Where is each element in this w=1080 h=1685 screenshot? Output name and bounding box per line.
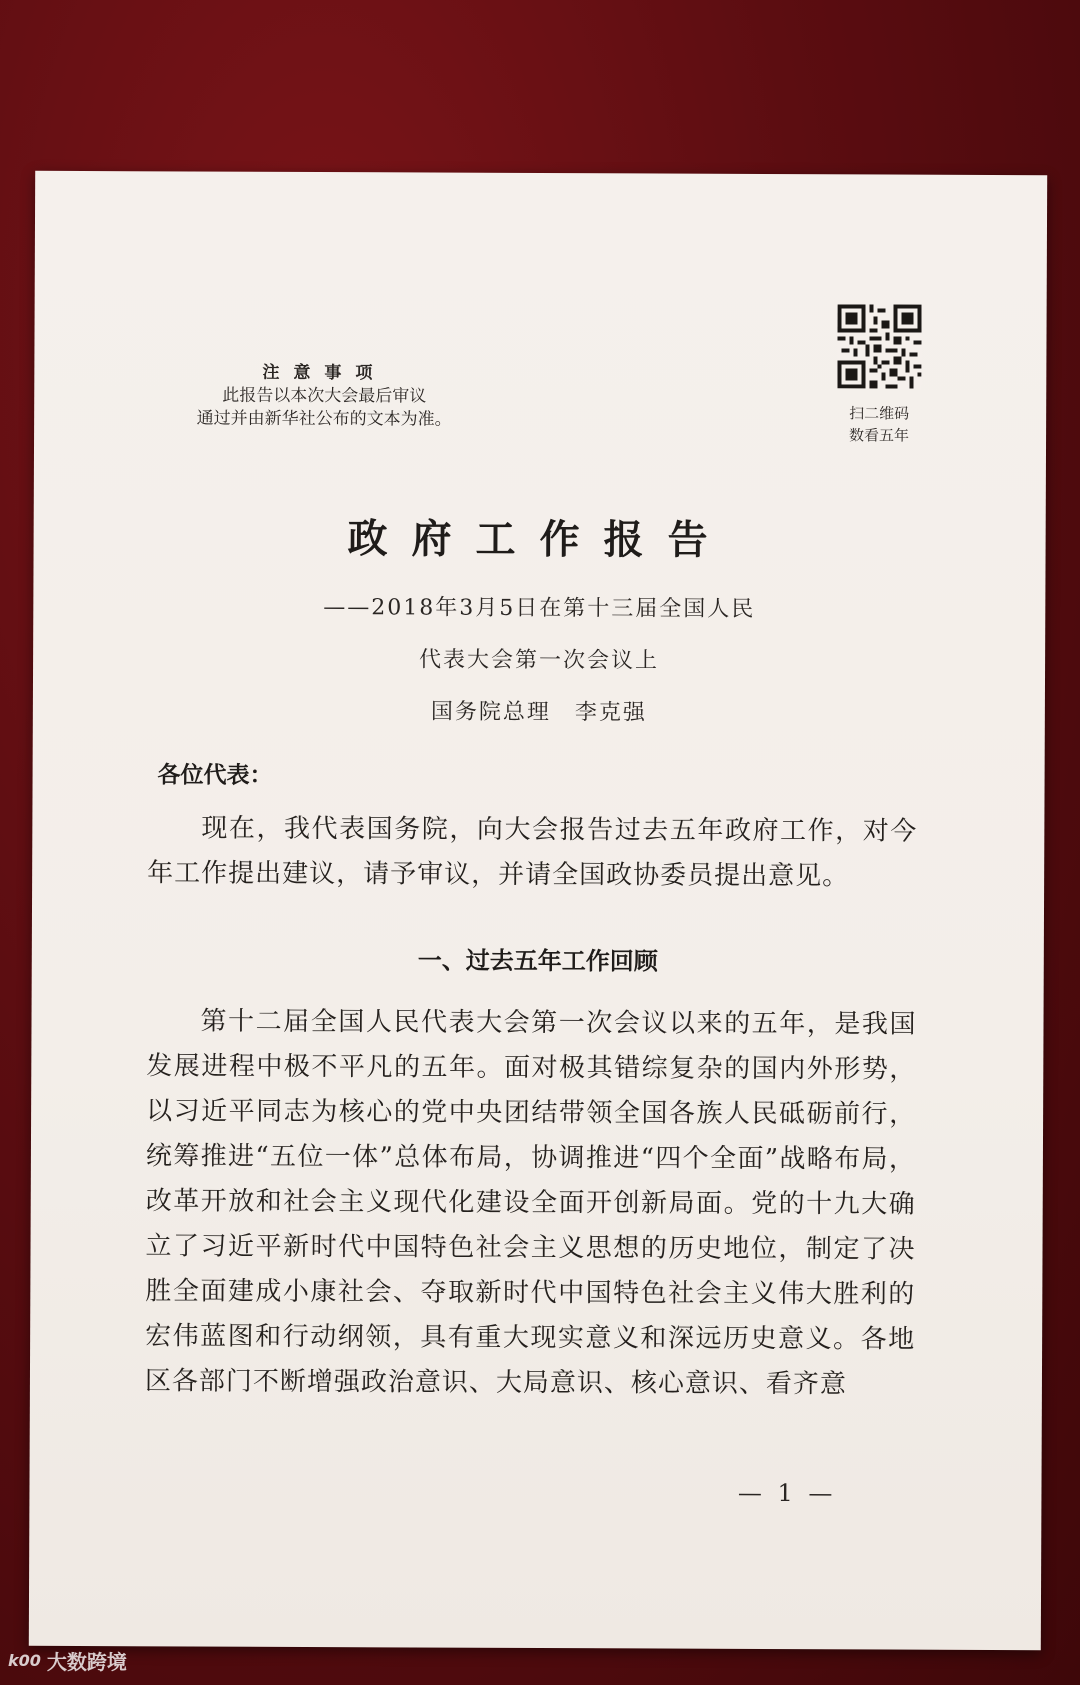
qr-caption-2: 数看五年 bbox=[849, 426, 910, 445]
notice-title: 注意事项 bbox=[262, 362, 387, 384]
qr-block bbox=[824, 304, 935, 446]
salutation: 各位代表： bbox=[157, 762, 273, 789]
document-subtitle-2: 代表大会第一次会议上 bbox=[419, 647, 660, 674]
notice-block bbox=[154, 361, 494, 431]
qr-caption-1: 扫二维码 bbox=[849, 404, 910, 423]
notice-line-1: 此报告以本次大会最后审议 bbox=[222, 385, 427, 407]
qr-code-icon[interactable] bbox=[837, 304, 921, 388]
notice-line-2: 通过并由新华社公布的文本为准。 bbox=[196, 408, 452, 430]
body-paragraph: 第十二届全国人民代表大会第一次会议以来的五年，是我国发展进程中极不平凡的五年。面对极其错综复杂的国内外形势，以习近平同志为核心的党中央团结带领全国各族人民砥砺前行，统筹推进“五位一体”总体布局，协调推进“四个全面”战略布局，改革开放和社会主义现代化建设全面开创新局面。党的十九大确立了习近平新时代中国特色社会主义思想的历史地位，制定了决胜全面建成小康社会、夺取新时代中国特色社会主义伟大胜利的宏伟蓝图和行动纲领，具有重大现实意义和深远历史意义。各地区各部门不断增强政治意识、大局意识、核心意识、看齐意 bbox=[144, 1006, 917, 1400]
watermark-text: 大数跨境 bbox=[46, 1650, 127, 1674]
watermark bbox=[8, 1646, 127, 1675]
speaker-line: 国务院总理 李克强 bbox=[430, 699, 647, 726]
document-title: 政府工作报告 bbox=[347, 515, 732, 564]
document-page bbox=[29, 171, 1047, 1650]
watermark-logo-icon: k00 bbox=[8, 1651, 41, 1670]
section-heading: 一、过去五年工作回顾 bbox=[417, 946, 658, 976]
document-subtitle-1: ——2018年3月5日在第十三届全国人民 bbox=[323, 595, 756, 622]
page-number: — 1 — bbox=[737, 1478, 837, 1508]
intro-paragraph: 现在，我代表国务院，向大会报告过去五年政府工作，对今年工作提出建议，请予审议，并请全国政协委员提出意见。 bbox=[147, 813, 918, 892]
